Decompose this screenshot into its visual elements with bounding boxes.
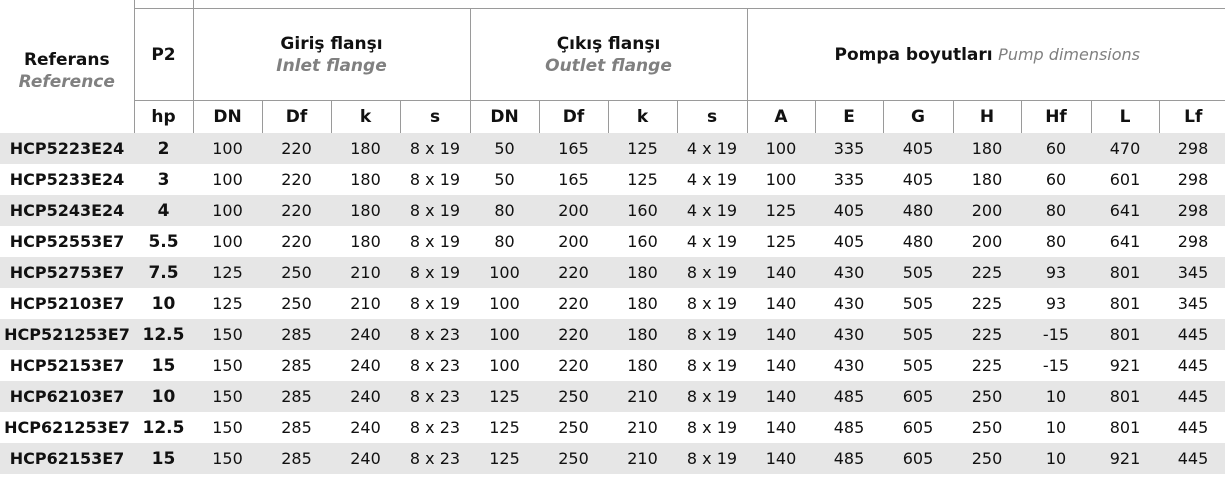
- dim-a-cell: 100: [765, 170, 797, 189]
- in-s-cell: 8 x 19: [400, 195, 470, 226]
- out-k-cell: 160: [608, 195, 677, 226]
- dim-lf-cell: 445: [1177, 356, 1209, 375]
- in-df-cell: 285: [281, 418, 312, 437]
- dim-a-cell: 140: [765, 356, 797, 375]
- dim-col-a: A: [747, 101, 815, 134]
- out-s-cell: 8 x 19: [686, 294, 738, 313]
- dim-e-cell: 485: [833, 418, 865, 437]
- in-df-cell: 285: [262, 381, 331, 412]
- reference-cell: HCP521253E7: [0, 319, 134, 350]
- dim-lf-cell: 445: [1159, 381, 1225, 412]
- out-k-cell: 180: [627, 294, 658, 313]
- dim-e-cell: 430: [815, 319, 883, 350]
- dim-g-cell: 605: [883, 443, 953, 474]
- out-k-cell: 125: [627, 170, 658, 189]
- dim-l-cell: 801: [1091, 381, 1159, 412]
- table-row: [0, 257, 1225, 288]
- dim-lf-cell: 445: [1177, 418, 1209, 437]
- dim-h-cell: 250: [971, 418, 1003, 437]
- in-k-cell: 240: [331, 443, 400, 474]
- dim-hf-cell: 10: [1021, 443, 1091, 474]
- out-s-cell: 8 x 19: [677, 257, 747, 288]
- dim-a-cell: 140: [765, 418, 797, 437]
- header-top-spacer: [0, 0, 134, 9]
- dim-a-cell: 125: [747, 195, 815, 226]
- in-k-cell: 240: [350, 356, 381, 375]
- outlet-title-en: Outlet flange: [545, 55, 672, 76]
- in-df-cell: 220: [281, 232, 312, 251]
- hp-cell: 10: [151, 293, 176, 314]
- in-s-cell: 8 x 23: [400, 443, 470, 474]
- in-k-cell: 240: [331, 319, 400, 350]
- out-dn-cell: 125: [470, 381, 539, 412]
- table-row: [0, 412, 1225, 443]
- hp-cell: 12.5: [142, 417, 185, 438]
- out-dn-cell: 80: [494, 232, 515, 251]
- dim-col-hf: Hf: [1021, 101, 1091, 134]
- reference-cell: HCP62153E7: [0, 443, 134, 474]
- in-df-cell: 220: [281, 170, 312, 189]
- outlet-col-dn: DN: [470, 101, 539, 134]
- dim-h-cell: 200: [953, 195, 1021, 226]
- out-dn-cell: 100: [489, 294, 520, 313]
- reference-cell: HCP62103E7: [0, 381, 134, 412]
- out-k-cell: 125: [608, 133, 677, 164]
- in-k-cell: 180: [331, 133, 400, 164]
- dim-l-cell: 470: [1091, 133, 1159, 164]
- out-dn-cell: 100: [470, 319, 539, 350]
- in-s-cell: 8 x 19: [409, 170, 461, 189]
- in-s-cell: 8 x 23: [409, 356, 461, 375]
- in-dn-cell: 100: [212, 232, 243, 251]
- out-dn-cell: 50: [470, 133, 539, 164]
- dim-col-l: L: [1091, 101, 1159, 134]
- out-s-cell: 4 x 19: [677, 133, 747, 164]
- out-k-cell: 210: [627, 418, 658, 437]
- dim-lf-cell: 345: [1177, 294, 1209, 313]
- inlet-col-df: Df: [262, 101, 331, 134]
- reference-title-tr: Referans: [23, 49, 110, 70]
- dim-col-g: G: [883, 101, 953, 134]
- out-dn-cell: 80: [470, 195, 539, 226]
- in-dn-cell: 100: [193, 133, 262, 164]
- dim-l-cell: 601: [1109, 170, 1141, 189]
- inlet-title-tr: Giriş flanşı: [280, 33, 383, 54]
- reference-cell: HCP5243E24: [0, 195, 134, 226]
- dim-l-cell: 801: [1091, 319, 1159, 350]
- dim-e-cell: 335: [833, 170, 865, 189]
- inlet-col-k: k: [331, 101, 400, 134]
- in-dn-cell: 150: [193, 319, 262, 350]
- dim-e-cell: 405: [815, 195, 883, 226]
- header-top-spacer: [193, 0, 1225, 9]
- dim-hf-cell: 80: [1021, 195, 1091, 226]
- dim-h-cell: 225: [953, 257, 1021, 288]
- reference-cell: HCP52153E7: [9, 356, 125, 375]
- dim-l-cell: 641: [1109, 232, 1141, 251]
- out-k-cell: 180: [608, 257, 677, 288]
- dim-l-cell: 801: [1091, 257, 1159, 288]
- in-dn-cell: 150: [212, 356, 243, 375]
- dim-g-cell: 405: [883, 133, 953, 164]
- reference-cell: HCP52103E7: [9, 294, 125, 313]
- in-dn-cell: 100: [193, 195, 262, 226]
- hp-cell: 3: [157, 169, 170, 190]
- outlet-col-k: k: [608, 101, 677, 134]
- in-dn-cell: 125: [212, 294, 243, 313]
- dim-lf-cell: 445: [1159, 319, 1225, 350]
- out-df-cell: 250: [539, 443, 608, 474]
- dim-hf-cell: -15: [1042, 356, 1070, 375]
- dim-lf-cell: 445: [1159, 443, 1225, 474]
- reference-title-en: Reference: [18, 71, 115, 92]
- in-s-cell: 8 x 19: [409, 294, 461, 313]
- dim-col-h: H: [953, 101, 1021, 134]
- out-k-cell: 160: [627, 232, 658, 251]
- out-s-cell: 4 x 19: [686, 232, 738, 251]
- dim-g-cell: 605: [883, 381, 953, 412]
- dim-g-cell: 605: [902, 418, 934, 437]
- in-df-cell: 220: [262, 133, 331, 164]
- out-s-cell: 4 x 19: [677, 195, 747, 226]
- dim-h-cell: 180: [953, 133, 1021, 164]
- p2-unit-header: hp: [134, 101, 193, 134]
- inlet-col-dn: DN: [193, 101, 262, 134]
- header-group-row: [0, 9, 1225, 101]
- in-df-cell: 250: [281, 294, 312, 313]
- in-s-cell: 8 x 19: [400, 257, 470, 288]
- reference-cell: HCP52553E7: [9, 232, 125, 251]
- outlet-col-df: Df: [539, 101, 608, 134]
- out-df-cell: 220: [558, 356, 589, 375]
- dim-hf-cell: -15: [1021, 319, 1091, 350]
- dim-l-cell: 921: [1109, 356, 1141, 375]
- in-s-cell: 8 x 23: [409, 418, 461, 437]
- header-unit-row: [0, 101, 1225, 134]
- pump-dimensions-header: [747, 9, 1225, 101]
- out-df-cell: 250: [539, 381, 608, 412]
- hp-cell: 4: [134, 195, 193, 226]
- dim-h-cell: 225: [971, 294, 1003, 313]
- table-row: [0, 226, 1225, 257]
- dim-g-cell: 480: [883, 195, 953, 226]
- in-s-cell: 8 x 19: [400, 133, 470, 164]
- dim-hf-cell: 10: [1045, 418, 1067, 437]
- out-df-cell: 200: [558, 232, 589, 251]
- out-s-cell: 8 x 19: [686, 418, 738, 437]
- outlet-flange-header: [470, 9, 747, 101]
- out-df-cell: 250: [558, 418, 589, 437]
- in-k-cell: 180: [350, 232, 381, 251]
- in-df-cell: 285: [262, 319, 331, 350]
- table-row: [0, 443, 1225, 474]
- dim-lf-cell: 298: [1159, 195, 1225, 226]
- in-k-cell: 240: [331, 381, 400, 412]
- out-df-cell: 220: [539, 319, 608, 350]
- out-k-cell: 210: [608, 443, 677, 474]
- out-df-cell: 165: [539, 133, 608, 164]
- dim-g-cell: 505: [902, 356, 934, 375]
- pump-dims-title-en: Pump dimensions: [998, 44, 1141, 64]
- in-k-cell: 210: [331, 257, 400, 288]
- dim-hf-cell: 93: [1021, 257, 1091, 288]
- out-k-cell: 210: [608, 381, 677, 412]
- dim-g-cell: 405: [902, 170, 934, 189]
- dim-lf-cell: 298: [1177, 170, 1209, 189]
- dim-g-cell: 505: [883, 319, 953, 350]
- dim-h-cell: 250: [953, 443, 1021, 474]
- in-dn-cell: 125: [193, 257, 262, 288]
- in-k-cell: 180: [350, 170, 381, 189]
- dim-l-cell: 801: [1109, 418, 1141, 437]
- in-s-cell: 8 x 19: [409, 232, 461, 251]
- reference-cell: HCP5223E24: [0, 133, 134, 164]
- in-s-cell: 8 x 23: [400, 319, 470, 350]
- dim-e-cell: 485: [815, 443, 883, 474]
- dim-e-cell: 335: [815, 133, 883, 164]
- out-dn-cell: 125: [489, 418, 520, 437]
- out-s-cell: 8 x 19: [686, 356, 738, 375]
- pump-dims-title-tr: Pompa boyutları: [834, 44, 993, 65]
- out-s-cell: 8 x 19: [677, 381, 747, 412]
- out-df-cell: 200: [539, 195, 608, 226]
- in-dn-cell: 150: [212, 418, 243, 437]
- outlet-title-tr: Çıkış flanşı: [556, 33, 661, 54]
- dim-hf-cell: 60: [1045, 170, 1067, 189]
- out-dn-cell: 100: [489, 356, 520, 375]
- dim-l-cell: 641: [1091, 195, 1159, 226]
- dim-a-cell: 100: [747, 133, 815, 164]
- in-dn-cell: 150: [193, 443, 262, 474]
- table-row: [0, 164, 1225, 195]
- dim-lf-cell: 298: [1159, 133, 1225, 164]
- out-dn-cell: 50: [494, 170, 515, 189]
- reference-cell: HCP52753E7: [0, 257, 134, 288]
- table-row: [0, 381, 1225, 412]
- in-dn-cell: 150: [193, 381, 262, 412]
- dim-hf-cell: 80: [1045, 232, 1067, 251]
- dim-hf-cell: 93: [1045, 294, 1067, 313]
- out-df-cell: 220: [539, 257, 608, 288]
- out-df-cell: 165: [558, 170, 589, 189]
- header-top-spacer: [134, 0, 193, 9]
- header-top-rule: [0, 0, 1225, 9]
- outlet-col-s: s: [677, 101, 747, 134]
- p2-label: P2: [151, 44, 176, 65]
- dim-a-cell: 140: [765, 294, 797, 313]
- dim-a-cell: 140: [747, 443, 815, 474]
- dim-a-cell: 140: [747, 257, 815, 288]
- dim-e-cell: 430: [815, 257, 883, 288]
- in-df-cell: 285: [262, 443, 331, 474]
- dim-a-cell: 125: [765, 232, 797, 251]
- out-df-cell: 220: [558, 294, 589, 313]
- table-row: [0, 133, 1225, 164]
- in-k-cell: 210: [350, 294, 381, 313]
- p2-header: [134, 9, 193, 101]
- table-row: [0, 350, 1225, 381]
- hp-cell: 15: [134, 443, 193, 474]
- dim-l-cell: 921: [1091, 443, 1159, 474]
- inlet-col-s: s: [400, 101, 470, 134]
- dim-col-e: E: [815, 101, 883, 134]
- dim-e-cell: 405: [833, 232, 865, 251]
- dim-h-cell: 250: [953, 381, 1021, 412]
- out-s-cell: 4 x 19: [686, 170, 738, 189]
- dim-g-cell: 505: [902, 294, 934, 313]
- dim-hf-cell: 10: [1021, 381, 1091, 412]
- in-df-cell: 250: [262, 257, 331, 288]
- dim-lf-cell: 298: [1177, 232, 1209, 251]
- dim-h-cell: 225: [953, 319, 1021, 350]
- dim-l-cell: 801: [1109, 294, 1141, 313]
- table-row: [0, 195, 1225, 226]
- dim-e-cell: 430: [833, 356, 865, 375]
- hp-cell: 7.5: [134, 257, 193, 288]
- table-row: [0, 319, 1225, 350]
- in-k-cell: 240: [350, 418, 381, 437]
- reference-cell: HCP5233E24: [9, 170, 125, 189]
- inlet-title-en: Inlet flange: [276, 55, 387, 76]
- dim-lf-cell: 345: [1159, 257, 1225, 288]
- dim-e-cell: 430: [833, 294, 865, 313]
- inlet-flange-header: [193, 9, 470, 101]
- hp-cell: 12.5: [134, 319, 193, 350]
- hp-cell: 15: [151, 355, 176, 376]
- dim-hf-cell: 60: [1021, 133, 1091, 164]
- dim-h-cell: 200: [971, 232, 1003, 251]
- dim-e-cell: 485: [815, 381, 883, 412]
- out-k-cell: 180: [627, 356, 658, 375]
- reference-cell: HCP621253E7: [4, 418, 130, 437]
- out-s-cell: 8 x 19: [677, 443, 747, 474]
- dim-g-cell: 505: [883, 257, 953, 288]
- in-s-cell: 8 x 23: [400, 381, 470, 412]
- in-k-cell: 180: [331, 195, 400, 226]
- out-s-cell: 8 x 19: [677, 319, 747, 350]
- dim-a-cell: 140: [747, 381, 815, 412]
- hp-cell: 5.5: [148, 231, 179, 252]
- dim-g-cell: 480: [902, 232, 934, 251]
- in-df-cell: 285: [281, 356, 312, 375]
- dim-a-cell: 140: [747, 319, 815, 350]
- out-k-cell: 180: [608, 319, 677, 350]
- table-body: [0, 133, 1225, 474]
- dim-col-lf: Lf: [1159, 101, 1225, 134]
- in-dn-cell: 100: [212, 170, 243, 189]
- hp-cell: 2: [134, 133, 193, 164]
- dim-h-cell: 225: [971, 356, 1003, 375]
- out-dn-cell: 100: [470, 257, 539, 288]
- in-df-cell: 220: [262, 195, 331, 226]
- table-row: [0, 288, 1225, 319]
- reference-header: [0, 9, 134, 134]
- dim-h-cell: 180: [971, 170, 1003, 189]
- out-dn-cell: 125: [470, 443, 539, 474]
- hp-cell: 10: [134, 381, 193, 412]
